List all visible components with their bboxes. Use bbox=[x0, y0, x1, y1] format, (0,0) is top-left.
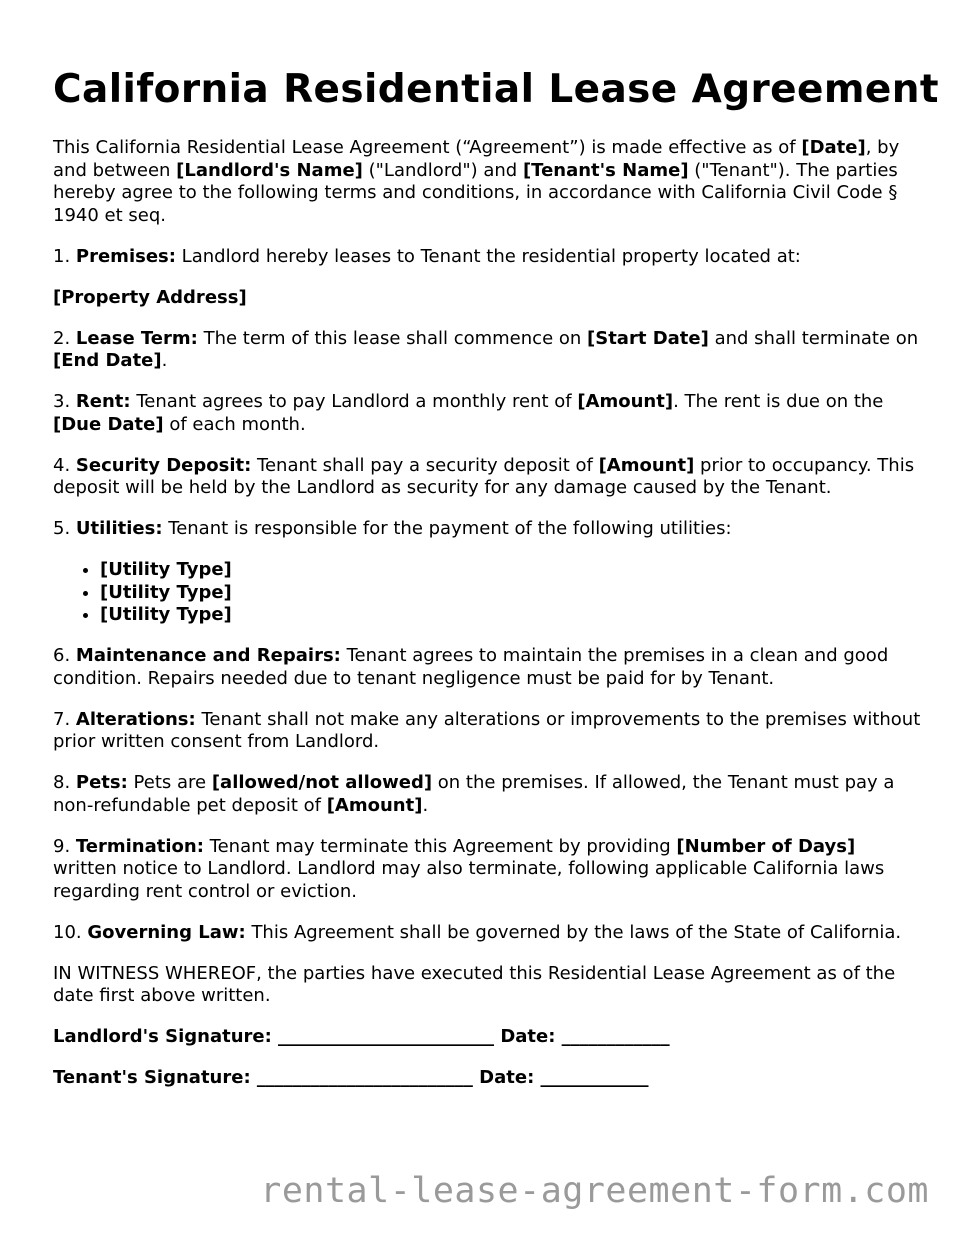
section-text: prior to occupancy. This deposit will be held by the Landlord as security for any damage caused by the Tenant. bbox=[53, 454, 915, 498]
document-title: California Residential Lease Agreement bbox=[53, 67, 939, 112]
notice-days-placeholder: [Number of Days] bbox=[676, 835, 856, 857]
section-text: . bbox=[161, 350, 168, 371]
tenant-signature-line: Tenant's Signature: ________________________ Date: ____________ bbox=[53, 1067, 649, 1088]
intro-text-4: ("Tenant"). The parties hereby agree to the following terms and conditions, in accordance with California Civil Code § 1940 et seq. bbox=[53, 159, 898, 226]
section-text: The term of this lease shall commence on bbox=[197, 327, 588, 349]
section-security-deposit bbox=[53, 455, 923, 500]
landlord-signature-line: Landlord's Signature: ________________________ Date: ____________ bbox=[53, 1026, 670, 1047]
intro-paragraph bbox=[53, 137, 923, 227]
witness-clause: IN WITNESS WHEREOF, the parties have executed this Residential Lease Agreement as of the date first above written. bbox=[53, 962, 896, 1006]
list-item bbox=[100, 604, 923, 627]
section-text: Landlord hereby leases to Tenant the residential property located at: bbox=[175, 245, 801, 267]
section-number: 8. bbox=[53, 772, 76, 793]
section-text: on the premises. If allowed, the Tenant must pay a non-refundable pet deposit of bbox=[53, 772, 895, 816]
section-text: of each month. bbox=[163, 413, 306, 435]
section-text: Tenant may terminate this Agreement by providing bbox=[203, 835, 677, 857]
section-number: 7. bbox=[53, 708, 76, 730]
section-utilities bbox=[53, 518, 923, 541]
intro-text-2: , by and between bbox=[53, 137, 900, 181]
section-alterations bbox=[53, 709, 923, 754]
section-number: 5. bbox=[53, 518, 76, 539]
section-text: Tenant agrees to pay Landlord a monthly rent of bbox=[130, 391, 578, 412]
section-text: and shall terminate on bbox=[708, 327, 919, 349]
lease-document bbox=[53, 66, 939, 1090]
section-heading: Premises: bbox=[75, 245, 176, 267]
section-heading: Governing Law: bbox=[87, 921, 246, 943]
section-number: 2. bbox=[53, 327, 76, 349]
section-lease-term bbox=[53, 328, 923, 373]
section-heading: Rent: bbox=[75, 391, 131, 412]
section-heading: Pets: bbox=[75, 772, 128, 793]
section-text: . bbox=[422, 794, 429, 816]
utility-type-placeholder: [Utility Type] bbox=[100, 604, 232, 625]
section-pets bbox=[53, 772, 923, 817]
utility-type-placeholder: [Utility Type] bbox=[100, 559, 232, 580]
section-termination bbox=[53, 836, 923, 904]
end-date-placeholder: [End Date] bbox=[53, 350, 162, 371]
pets-allowed-placeholder: [allowed/not allowed] bbox=[211, 772, 433, 793]
section-number: 9. bbox=[53, 835, 76, 857]
start-date-placeholder: [Start Date] bbox=[587, 327, 709, 349]
section-maintenance bbox=[53, 645, 923, 690]
section-number: 3. bbox=[53, 391, 76, 412]
watermark: rental-lease-agreement-form.com bbox=[260, 1171, 929, 1211]
section-number: 6. bbox=[53, 645, 76, 666]
section-text: written notice to Landlord. Landlord may also terminate, following applicable California laws regarding rent control or eviction. bbox=[53, 858, 885, 902]
section-heading: Maintenance and Repairs: bbox=[75, 645, 341, 666]
section-number: 4. bbox=[53, 454, 76, 476]
utilities-list bbox=[53, 559, 923, 627]
section-number: 10. bbox=[53, 921, 88, 943]
section-text: Tenant is responsible for the payment of the following utilities: bbox=[162, 518, 732, 539]
section-number: 1. bbox=[53, 245, 76, 267]
section-text: Tenant shall pay a security deposit of bbox=[251, 454, 599, 476]
utility-type-placeholder: [Utility Type] bbox=[100, 581, 232, 603]
section-heading: Alterations: bbox=[75, 708, 196, 730]
pet-deposit-amount-placeholder: [Amount] bbox=[326, 794, 423, 816]
section-rent bbox=[53, 391, 923, 436]
intro-text-3: ("Landlord") and bbox=[362, 159, 523, 181]
list-item bbox=[100, 559, 923, 582]
section-heading: Lease Term: bbox=[75, 327, 198, 349]
due-date-placeholder: [Due Date] bbox=[53, 413, 164, 435]
section-premises bbox=[53, 246, 923, 269]
intro-date-placeholder: [Date] bbox=[801, 137, 866, 158]
property-address-text: [Property Address] bbox=[53, 286, 247, 308]
section-text: This Agreement shall be governed by the laws of the State of California. bbox=[245, 921, 902, 943]
intro-text-1: This California Residential Lease Agreement (“Agreement”) is made effective as of bbox=[53, 137, 802, 158]
section-governing-law bbox=[53, 922, 923, 945]
section-text: Pets are bbox=[127, 772, 212, 793]
rent-amount-placeholder: [Amount] bbox=[577, 391, 674, 412]
section-text: . The rent is due on the bbox=[673, 391, 884, 412]
section-heading: Termination: bbox=[75, 835, 204, 857]
deposit-amount-placeholder: [Amount] bbox=[598, 454, 695, 476]
section-text: Tenant shall not make any alterations or improvements to the premises without prior written consent from Landlord. bbox=[53, 708, 921, 752]
landlord-name-placeholder: [Landlord's Name] bbox=[176, 159, 363, 181]
list-item bbox=[100, 582, 923, 605]
property-address-placeholder bbox=[53, 287, 923, 310]
section-heading: Utilities: bbox=[75, 518, 163, 539]
section-text: Tenant agrees to maintain the premises in a clean and good condition. Repairs needed due to tenant negligence must be paid for by Tenant. bbox=[53, 645, 889, 689]
section-heading: Security Deposit: bbox=[75, 454, 252, 476]
tenant-name-placeholder: [Tenant's Name] bbox=[522, 159, 689, 181]
